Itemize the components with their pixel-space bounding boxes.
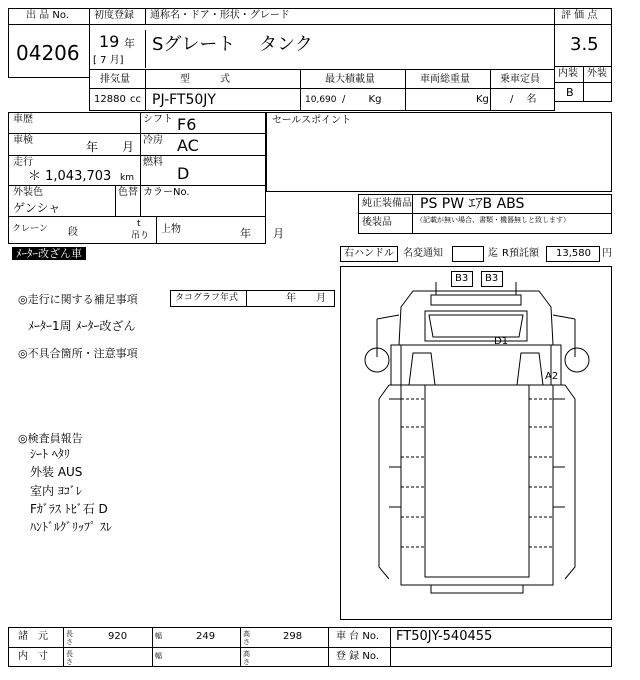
interior-grade-label: 内装 (558, 68, 578, 79)
model: PJ-FT50JY (152, 92, 216, 108)
ac: AC (177, 136, 199, 155)
max-load-label: 最大積載量 (325, 74, 375, 85)
lot-number-label: 出 品 No. (26, 10, 69, 21)
length-label: 長さ (66, 630, 73, 646)
inspection-value: 年 月 (86, 140, 135, 154)
genuine-equipment: PS PW ｴｱB ABS (420, 196, 525, 212)
shift-label: シフト (143, 114, 173, 125)
aftermarket-label: 後装品 (362, 217, 392, 228)
displacement-unit: cc (130, 94, 141, 105)
damage-mark: D1 (494, 336, 509, 347)
dims-label: 諸 元 (18, 631, 48, 642)
gross-weight-label: 車両総重量 (420, 74, 470, 85)
truck-diagram (340, 266, 612, 620)
width: 249 (196, 631, 216, 642)
score-label: 評 価 点 (561, 10, 598, 21)
meter-tamper-badge: ﾒｰﾀｰ改ざん車 (12, 247, 86, 260)
crane-t: t (137, 219, 141, 229)
rhd-label: 右ハンドル (344, 248, 394, 259)
displacement-label: 排気量 (100, 74, 130, 85)
first-reg-month: [ 7 月] (93, 55, 124, 66)
truck-outline (341, 267, 612, 620)
driving-note: ﾒｰﾀｰ1周 ﾒｰﾀｰ改ざん (28, 319, 136, 333)
damage-mark: A2 (545, 371, 559, 382)
lot-number: 04206 (16, 41, 80, 65)
color-label: 外装色 (13, 187, 43, 198)
aftermarket-note: （記載が無い場合、書類・機器無しと致します） (416, 216, 570, 224)
year-unit: 年 (124, 37, 135, 50)
tacho-label: タコグラフ年式 (175, 293, 239, 303)
interior-width-label: 幅 (155, 652, 162, 660)
displacement: 12880 (94, 94, 126, 105)
reg-no-label: 登 録 No. (336, 651, 379, 662)
crane-tsuri: 吊り (131, 231, 150, 241)
vehicle-name: Sグレート タンク (152, 34, 313, 55)
interior-height-label: 高さ (243, 650, 250, 666)
carrier-date: 年 月 (240, 227, 284, 240)
vehicle-name-label: 通称名・ドア・形状・グレード (150, 10, 290, 21)
interior-length-label: 長さ (66, 650, 73, 666)
capacity-label: 乗車定員 (500, 74, 540, 85)
height-label: 高さ (243, 630, 250, 646)
capacity: / 名 (510, 94, 537, 105)
shift: F6 (177, 115, 197, 134)
inspector-item: Fｶﾞﾗｽ ﾄﾋﾞ石 D (30, 502, 108, 516)
max-load: 10,690 (305, 95, 337, 105)
mileage-unit: km (120, 173, 134, 183)
color-code-label: 色替 (118, 187, 138, 198)
yen-label: 円 (602, 248, 612, 259)
r-deposit: 13,580 (556, 248, 591, 259)
inspector-item: ｼｰﾄ ﾍﾀﾘ (30, 447, 70, 461)
r-deposit-label: R預託額 (502, 248, 539, 259)
model-label: 型 式 (180, 74, 230, 85)
chassis-number: FT50JY-540455 (396, 629, 493, 644)
genuine-equipment-label: 純正装備品 (362, 198, 412, 209)
inspector-item: 室内 ﾖｺﾞﾚ (30, 484, 82, 498)
damage-mark: B3 (455, 273, 469, 284)
fuel: D (177, 164, 190, 183)
inspector-item: ﾊﾝﾄﾞﾙｸﾞﾘｯﾌﾟ ｽﾚ (30, 520, 112, 534)
mileage: ＊ 1,043,703 (28, 169, 112, 184)
name-change-label: 名変通知 (403, 248, 443, 259)
sales-points-label: セールスポイント (272, 115, 352, 126)
fuel-label: 燃料 (143, 157, 163, 168)
interior-dims-label: 内 寸 (18, 651, 48, 662)
width-label: 幅 (155, 632, 162, 640)
first-reg-year: 19 (99, 32, 120, 51)
max-load-unit: / Kg (342, 94, 382, 105)
inspection-label: 車検 (13, 135, 33, 146)
defects-heading: ◎不具合箇所・注意事項 (18, 347, 138, 360)
recycle-label: 迄 (488, 248, 498, 259)
exterior-grade-label: 外装 (587, 68, 607, 79)
color: ゲンシャ (13, 201, 61, 215)
damage-mark: B3 (485, 273, 499, 284)
history-label: 車歴 (13, 114, 33, 125)
score-value: 3.5 (570, 34, 599, 55)
mileage-label: 走行 (13, 157, 33, 168)
length: 920 (108, 631, 128, 642)
ac-label: 冷房 (143, 135, 163, 146)
gross-weight-unit: Kg (476, 94, 489, 105)
color-no-label: カラーNo. (143, 187, 190, 198)
chassis-label: 車 台 No. (336, 631, 379, 642)
inspector-heading: ◎検査員報告 (18, 432, 83, 445)
crane-dan: 段 (68, 227, 78, 238)
carrier-label: 上物 (161, 224, 181, 235)
inspector-item: 外装 AUS (30, 465, 83, 479)
first-reg-label: 初度登録 (94, 10, 134, 21)
height: 298 (283, 631, 303, 642)
interior-grade: B (566, 86, 574, 99)
tacho-value: 年 月 (286, 293, 326, 304)
crane-label: クレーン (12, 224, 48, 234)
driving-heading: ◎走行に関する補足事項 (18, 293, 138, 306)
